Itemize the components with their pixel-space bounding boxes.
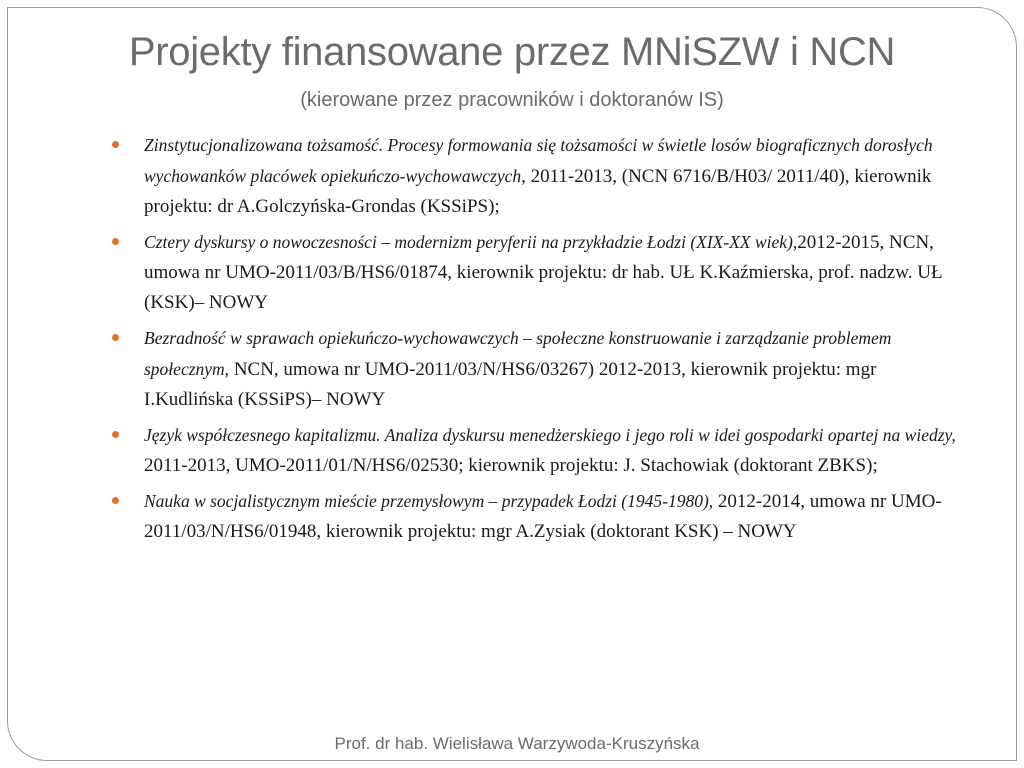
slide-title: Projekty finansowane przez MNiSZW i NCN <box>128 30 896 74</box>
bullet-icon <box>112 497 119 504</box>
slide-subtitle: (kierowane przez pracowników i doktoranów IS) <box>300 89 724 111</box>
project-list <box>110 130 970 552</box>
list-item <box>110 486 970 547</box>
project-details: , 2011-2013, (NCN 6716/B/H03/ 2011/40), kierownik projektu: dr A.Golczyńska-Grondas (KSSiPS); <box>144 166 932 217</box>
project-title: Język współczesnego kapitalizmu. Analiza dyskursu menedżerskiego i jego roli w idei gospodarki opartej na wiedzy, <box>144 425 956 445</box>
project-title: Zinstytucjonalizowana tożsamość. Procesy formowania się tożsamości w świetle losów biograficznych dorosłych wychowanków placówek opiekuńczo-wychowawczych <box>144 135 933 186</box>
project-details: 2012-2014, umowa nr UMO-2011/03/N/HS6/01948, kierownik projektu: mgr A.Zysiak (doktorant KSK) – NOWY <box>144 491 942 542</box>
list-item <box>110 227 970 318</box>
bullet-icon <box>112 334 119 341</box>
project-title: Bezradność w sprawach opiekuńczo-wychowawczych – społeczne konstruowanie i zarządzanie problemem społecznym, <box>144 328 892 379</box>
project-details: NCN, umowa nr UMO-2011/03/N/HS6/03267) 2012-2013, kierownik projektu: mgr I.Kudlińska (KSSiPS)– NOWY <box>144 359 877 410</box>
list-item <box>110 323 970 415</box>
slide-footer: Prof. dr hab. Wielisława Warzywoda-Kruszyńska <box>334 734 700 753</box>
list-item <box>110 420 970 481</box>
project-title: Cztery dyskursy o nowoczesności – modernizm peryferii na przykładzie Łodzi (XIX-XX wiek), <box>144 232 798 252</box>
bullet-icon <box>112 141 119 148</box>
project-details: 2012-2015, NCN, umowa nr UMO-2011/03/B/HS6/01874, kierownik projektu: dr hab. UŁ K.Kaźmierska, prof. nadzw. UŁ (KSK)– NOWY <box>144 232 943 313</box>
list-item <box>110 130 970 222</box>
project-title: Nauka w socjalistycznym mieście przemysłowym – przypadek Łodzi (1945-1980), <box>144 491 714 511</box>
bullet-icon <box>112 238 119 245</box>
project-details: 2011-2013, UMO-2011/01/N/HS6/02530; kierownik projektu: J. Stachowiak (doktorant ZBKS); <box>144 455 878 476</box>
bullet-icon <box>112 431 119 438</box>
